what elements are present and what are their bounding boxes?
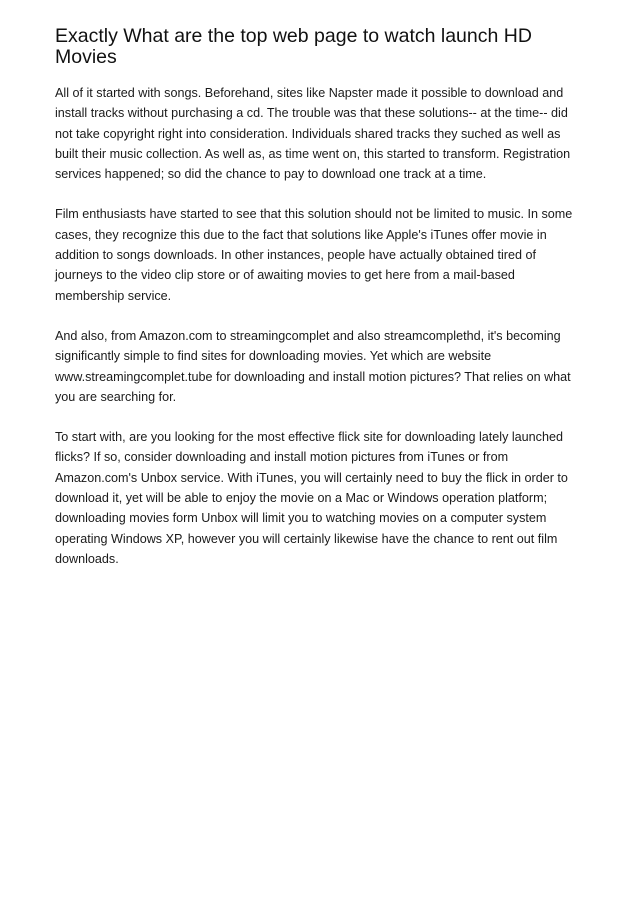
paragraph-1: All of it started with songs. Beforehand, sites like Napster made it possible to download and install tracks without purchasing a cd. The trouble was that these solutions-- at the time-- did not take copyright right into consideration. Individuals shared tracks they suched as well as built their music collection. As well as, as time went on, this started to transform. Registration services happened; so did the chance to pay to download one track at a time. [55, 86, 571, 182]
document-page [55, 26, 585, 589]
document-title: Exactly What are the top web page to watch launch HD Movies [55, 25, 532, 68]
paragraph-3: And also, from Amazon.com to streamingcomplet and also streamcomplethd, it's becoming significantly simple to find sites for downloading movies. Yet which are website www.streamingcomplet.tube for downloading and install motion pictures? That relies on what you are searching for. [55, 328, 571, 404]
paragraph-2: Film enthusiasts have started to see that this solution should not be limited to music. In some cases, they recognize this due to the fact that solutions like Apple's iTunes offer movie in addition to songs downloads. In other instances, people have actually obtained tired of journeys to the video clip store or of awaiting movies to get here from a mail-based membership service. [55, 207, 573, 303]
paragraph-4: To start with, are you looking for the most effective flick site for downloading lately launched flicks? If so, consider downloading and install motion pictures from iTunes or from Amazon.com's Unbox service. With iTunes, you will certainly need to buy the flick in order to download it, yet will be able to enjoy the movie on a Mac or Windows operation platform; downloading movies form Unbox will limit you to watching movies on a computer system operating Windows XP, however you will certainly likewise have the chance to rent out film downloads. [55, 430, 568, 566]
